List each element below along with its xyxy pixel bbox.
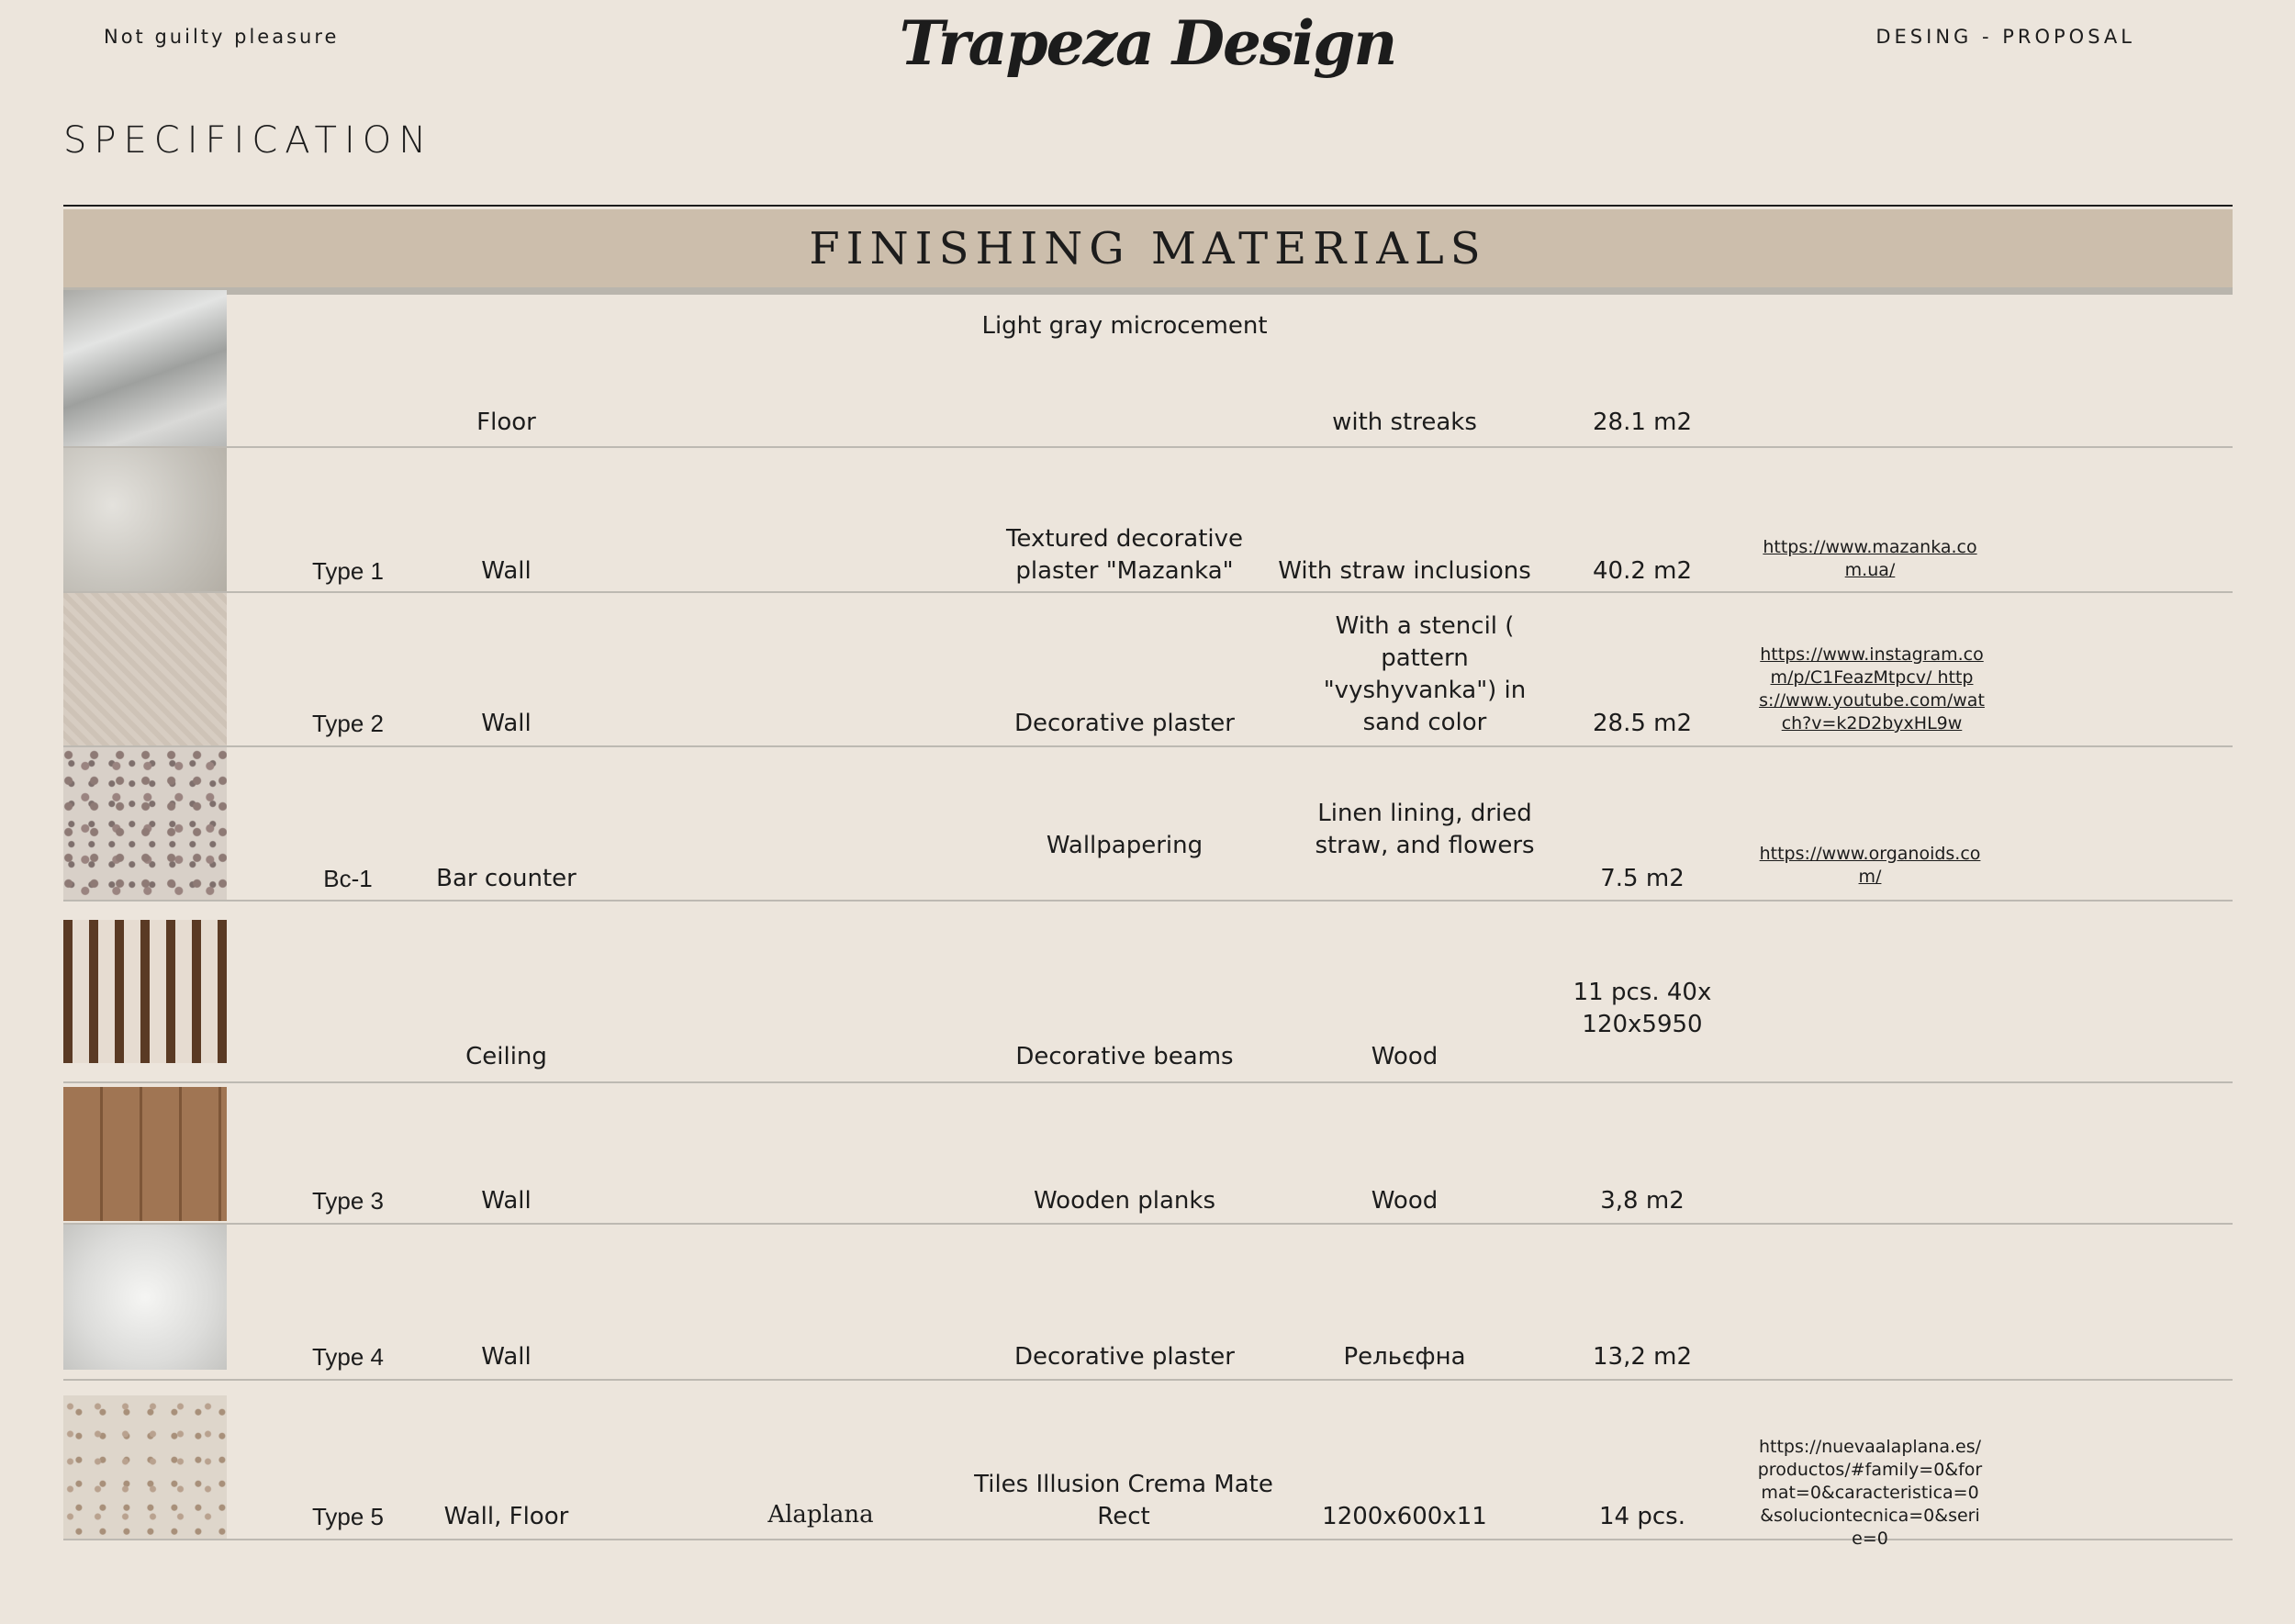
quantity-cell: 13,2 m2 <box>1592 1343 1693 1371</box>
quantity-cell: 14 pcs. <box>1599 1503 1685 1530</box>
material-name-cell: Wallpapering <box>1046 832 1203 859</box>
type-cell: Bc-1 <box>323 865 373 892</box>
tagline: Not guilty pleasure <box>104 26 340 48</box>
material-thumbnail <box>63 1225 227 1370</box>
material-thumbnail <box>63 448 227 591</box>
section-banner <box>63 209 2233 295</box>
description-cell: Wood <box>1371 1187 1439 1215</box>
material-thumbnail <box>63 920 227 1063</box>
description-cell: Wood <box>1371 1043 1439 1070</box>
quantity-cell: 28.1 m2 <box>1592 409 1693 436</box>
quantity-cell: 40.2 m2 <box>1592 557 1693 585</box>
material-thumbnail <box>63 747 227 900</box>
material-name-cell: Tiles Illusion Crema Mate Rect <box>974 1471 1273 1530</box>
material-name-cell: Wooden planks <box>1034 1187 1215 1215</box>
table-row <box>63 593 2233 747</box>
material-thumbnail <box>63 593 227 745</box>
quantity-cell: 11 pcs. 40x120x5950 <box>1573 979 1712 1038</box>
location-cell: Ceiling <box>465 1043 547 1070</box>
type-cell: Type 2 <box>311 710 385 737</box>
material-name-cell: Textured decorative plaster "Mazanka" <box>1005 525 1244 585</box>
quantity-cell: 3,8 m2 <box>1600 1187 1685 1215</box>
supplier-link[interactable]: https://www.instagram.com/p/C1FeazMtpcv/ https://www.youtube.com/watch?v=k2D2byxHL9w <box>1759 644 1985 734</box>
description-cell: With a stencil ( pattern "vyshyvanka") in sand color <box>1323 612 1527 736</box>
material-name-cell: Decorative plaster <box>1014 710 1235 737</box>
location-cell: Wall <box>481 710 532 737</box>
type-cell: Type 4 <box>311 1343 385 1371</box>
description-cell: 1200x600x11 <box>1322 1503 1487 1530</box>
quantity-cell: 28.5 m2 <box>1592 710 1693 737</box>
divider <box>63 205 2233 207</box>
supplier-link[interactable]: https://www.mazanka.com.ua/ <box>1763 537 1977 580</box>
table-row <box>63 747 2233 902</box>
location-cell: Wall <box>481 1343 532 1371</box>
table-row <box>63 1381 2233 1549</box>
document-type: DESING - PROPOSAL <box>1875 26 2135 48</box>
table-row <box>63 290 2233 448</box>
type-cell: Type 1 <box>311 557 385 585</box>
material-name-cell: Light gray microcement <box>981 312 1268 340</box>
location-cell: Floor <box>476 409 536 436</box>
material-thumbnail <box>63 1087 227 1221</box>
page-title: SPECIFICATION <box>63 119 434 162</box>
description-cell: Linen lining, dried straw, and flowers <box>1315 800 1535 859</box>
description-cell: With straw inclusions <box>1278 557 1531 585</box>
material-thumbnail <box>63 1395 227 1539</box>
table-row <box>63 1083 2233 1225</box>
table-row <box>63 902 2233 1083</box>
supplier-link[interactable]: https://nuevaalaplana.es/productos/#family=0&format=0&caracteristica=0&soluciontecnica=0&serie=0 <box>1757 1437 1983 1549</box>
material-name-cell: Decorative plaster <box>1014 1343 1235 1371</box>
type-cell: Type 5 <box>311 1503 385 1530</box>
location-cell: Wall, Floor <box>443 1503 569 1530</box>
table-row <box>63 1225 2233 1381</box>
description-cell: with streaks <box>1332 409 1477 436</box>
description-cell: Рельєфна <box>1343 1343 1466 1371</box>
material-thumbnail <box>63 290 227 446</box>
location-cell: Wall <box>481 1187 532 1215</box>
brand-logo: Trapeza Design <box>899 7 1396 79</box>
type-cell: Type 3 <box>311 1187 385 1215</box>
material-name-cell: Decorative beams <box>1015 1043 1234 1070</box>
banner-title: FINISHING MATERIALS <box>809 222 1487 274</box>
location-cell: Bar counter <box>436 865 577 892</box>
brand-cell: Alaplana <box>767 1501 874 1529</box>
location-cell: Wall <box>481 557 532 585</box>
quantity-cell: 7.5 m2 <box>1600 865 1685 892</box>
table-row <box>63 448 2233 593</box>
supplier-link[interactable]: https://www.organoids.com/ <box>1759 844 1981 887</box>
